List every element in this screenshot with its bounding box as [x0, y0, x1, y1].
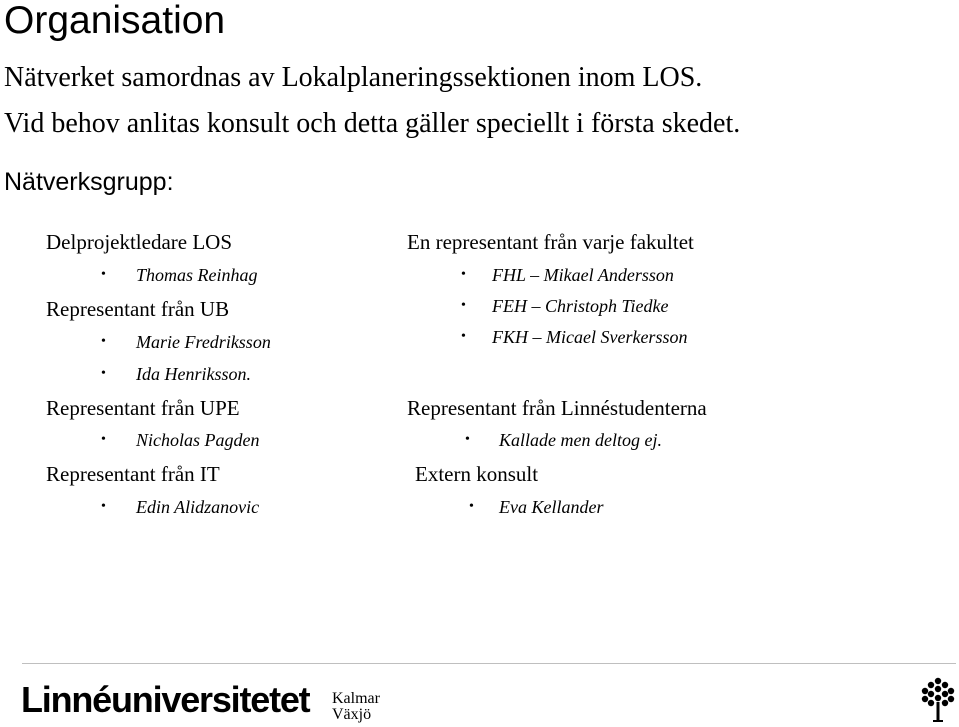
logo-city-vaxjo: Växjö	[332, 706, 372, 723]
bullet-icon: •	[469, 499, 474, 514]
role-heading: En representant från varje fakultet	[407, 230, 694, 254]
bullet-icon: •	[101, 499, 106, 514]
bullet-icon: •	[101, 267, 106, 282]
logo-city-kalmar: Kalmar	[332, 690, 380, 707]
member-name: Ida Henriksson.	[136, 364, 251, 384]
bullet-icon: •	[461, 267, 466, 282]
group-label: Nätverksgrupp:	[4, 168, 174, 196]
member-name: Edin Alidzanovic	[136, 497, 260, 517]
member-name: Marie Fredriksson	[136, 332, 271, 352]
member-name: Nicholas Pagden	[136, 430, 260, 450]
member-name: Eva Kellander	[499, 497, 604, 517]
bullet-icon: •	[461, 298, 466, 313]
role-heading: Representant från UPE	[46, 396, 240, 420]
university-logo-text: Linnéuniversitetet	[21, 679, 310, 720]
bullet-icon: •	[101, 334, 106, 349]
role-heading: Representant från IT	[46, 462, 220, 486]
member-name: FKH – Micael Sverkersson	[492, 327, 688, 347]
bullet-icon: •	[101, 432, 106, 447]
role-heading: Representant från UB	[46, 297, 230, 321]
member-name: FEH – Christoph Tiedke	[492, 296, 669, 316]
member-name: Kallade men deltog ej.	[499, 430, 662, 450]
role-heading: Delprojektledare LOS	[46, 230, 233, 254]
tree-logo-icon	[920, 676, 956, 724]
intro-line-2: Vid behov anlitas konsult och detta gäller speciellt i första skedet.	[4, 108, 741, 139]
intro-line-1: Nätverket samordnas av Lokalplaneringssektionen inom LOS.	[4, 62, 703, 93]
member-name: Thomas Reinhag	[136, 265, 258, 285]
role-heading: Representant från Linnéstudenterna	[407, 396, 707, 420]
bullet-icon: •	[101, 366, 106, 381]
bullet-icon: •	[465, 432, 470, 447]
member-name: FHL – Mikael Andersson	[492, 265, 674, 285]
bullet-icon: •	[461, 329, 466, 344]
footer-divider	[22, 663, 956, 664]
role-heading: Extern konsult	[415, 462, 539, 486]
slide-title: Organisation	[4, 0, 226, 42]
